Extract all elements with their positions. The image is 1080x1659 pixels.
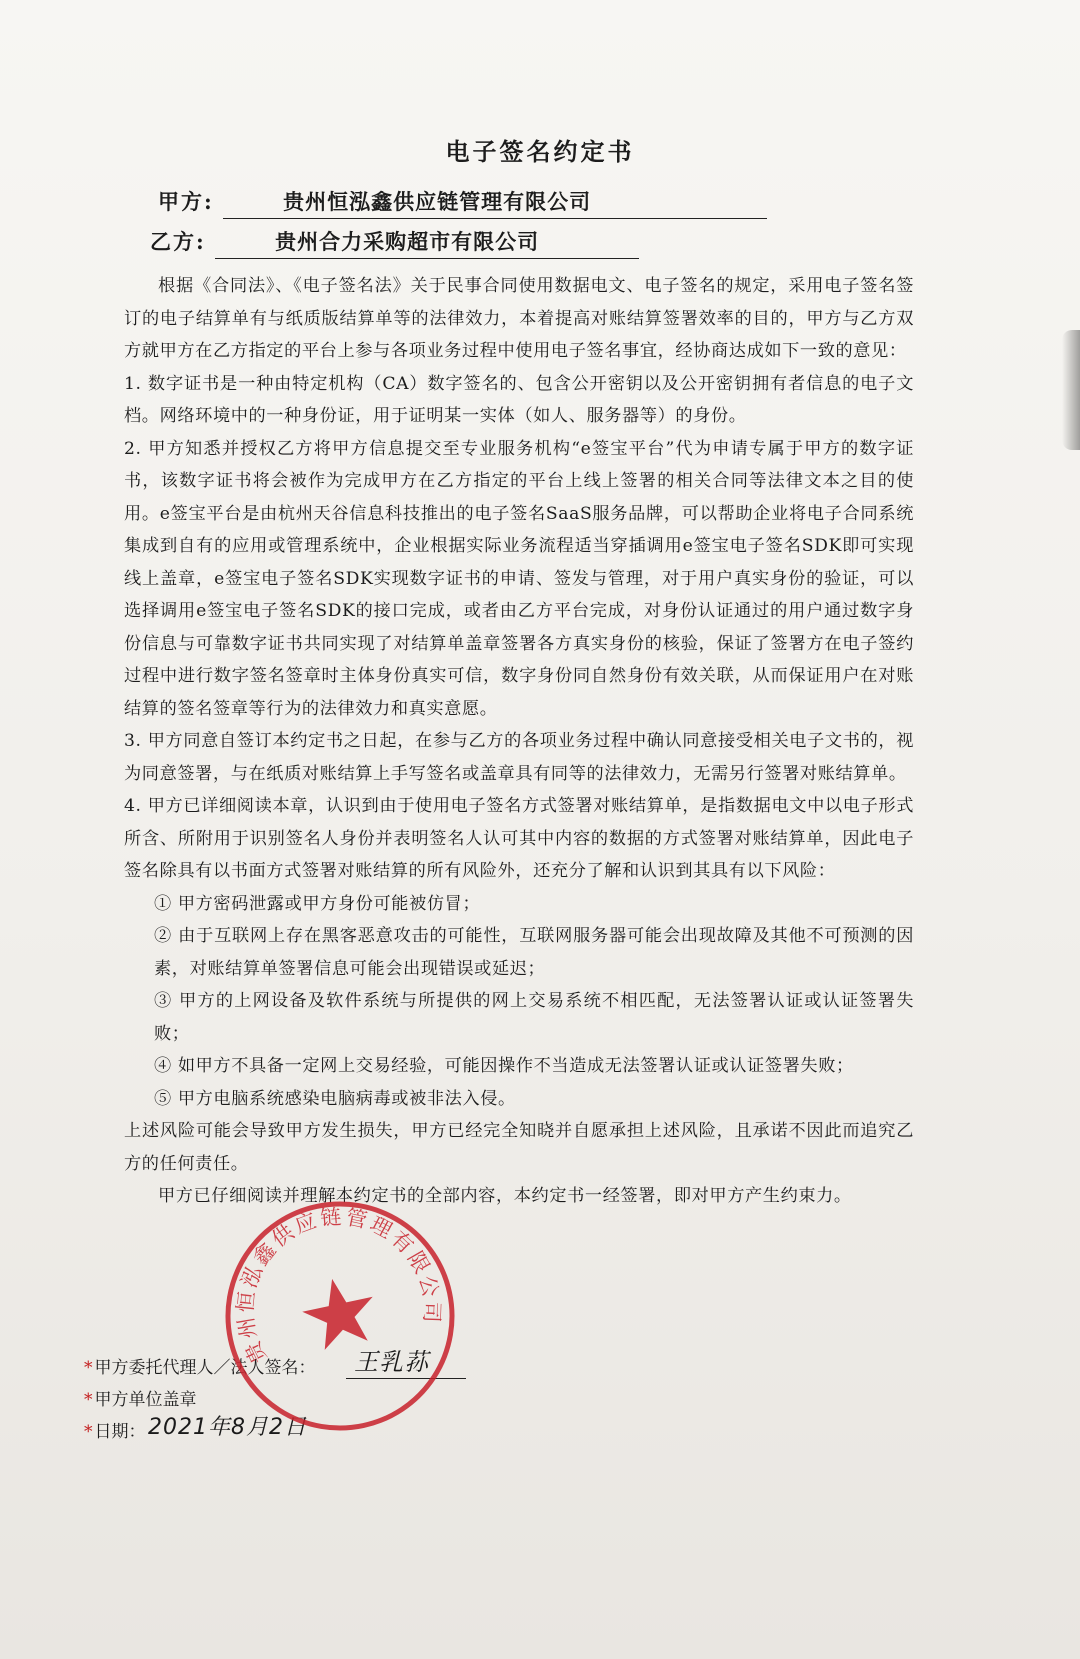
party-a-line bbox=[158, 186, 767, 219]
clause-2: 2. 甲方知悉并授权乙方将甲方信息提交至专业服务机构“e签宝平台”代为申请专属于甲方的数字证书，该数字证书将会被作为完成甲方在乙方指定的平台上线上签署的相关合同等法律文本之目的使用。e签宝平台是由杭州天谷信息科技推出的电子签名SaaS服务品牌，可以帮助企业将电子合同系统集成到自有的应用或管理系统中，企业根据实际业务流程适当穿插调用e签宝电子签名SDK即可实现线上盖章，e签宝电子签名SDK实现数字证书的申请、签发与管理，对于用户真实身份的验证，可以选择调用e签宝电子签名SDK的接口完成，或者由乙方平台完成，对身份认证通过的用户通过数字身份信息与可靠数字证书共同实现了对结算单盖章签署各方真实身份的核验，保证了签署方在电子签约过程中进行数字签名签章时主体身份真实可信，数字身份同自然身份有效关联，从而保证用户在对账结算的签名签章等行为的法律效力和真实意愿。 bbox=[124, 438, 914, 719]
clause-3: 3. 甲方同意自签订本约定书之日起，在参与乙方的各项业务过程中确认同意接受相关电子文书的，视为同意签署，与在纸质对账结算上手写签名或盖章具有同等的法律效力，无需另行签署对账结算单。 bbox=[124, 731, 914, 784]
risk-item-3: ③ 甲方的上网设备及软件系统与所提供的网上交易系统不相匹配，无法签署认证或认证签署失败； bbox=[154, 991, 914, 1044]
party-a-label: 甲方: bbox=[158, 189, 214, 214]
party-b-line bbox=[150, 226, 639, 259]
risk-summary: 上述风险可能会导致甲方发生损失，甲方已经完全知晓并自愿承担上述风险，且承诺不因此而追究乙方的任何责任。 bbox=[124, 1121, 914, 1174]
intro-paragraph: 根据《合同法》、《电子签名法》关于民事合同使用数据电文、电子签名的规定，采用电子签名签订的电子结算单有与纸质版结算单等的法律效力，本着提高对账结算签署效率的目的，甲方与乙方双方就甲方在乙方指定的平台上参与各项业务过程中使用电子签名事宜，经协商达成如下一致的意见： bbox=[124, 276, 914, 361]
party-b-name: 贵州合力采购超市有限公司 bbox=[215, 226, 639, 259]
seal-star-icon bbox=[297, 1271, 382, 1352]
required-asterisk: * bbox=[84, 1390, 93, 1410]
document-body bbox=[124, 270, 914, 1213]
risk-item-5: ⑤ 甲方电脑系统感染电脑病毒或被非法入侵。 bbox=[154, 1088, 516, 1109]
risk-item-4: ④ 如甲方不具备一定网上交易经验，可能因操作不当造成无法签署认证或认证签署失败； bbox=[154, 1056, 854, 1076]
agent-handwritten-signature: 王乳荪 bbox=[354, 1348, 429, 1376]
risk-item-1: ① 甲方密码泄露或甲方身份可能被仿冒； bbox=[154, 893, 481, 914]
party-a-name: 贵州恒泓鑫供应链管理有限公司 bbox=[223, 186, 767, 219]
party-b-label: 乙方: bbox=[150, 229, 206, 254]
clause-1: 1. 数字证书是一种由特定机构（CA）数字签名的、包含公开密钥以及公开密钥拥有者信息的电子文档。网络环境中的一种身份证，用于证明某一实体（如人、服务器等）的身份。 bbox=[124, 373, 914, 426]
closing-paragraph: 甲方已仔细阅读并理解本约定书的全部内容，本约定书一经签署，即对甲方产生约束力。 bbox=[158, 1186, 852, 1206]
page-edge-shadow bbox=[1062, 330, 1080, 450]
date-handwritten: 2021年8月2日 bbox=[148, 1415, 307, 1440]
date-label: 日期： bbox=[94, 1422, 146, 1442]
company-seal-stamp bbox=[198, 1174, 483, 1459]
required-asterisk: * bbox=[84, 1422, 93, 1442]
risk-item-2: ② 由于互联网上存在黑客恶意攻击的可能性，互联网服务器可能会出现故障及其他不可预测的因素，对账结算单签署信息可能会出现错误或延迟； bbox=[154, 926, 914, 979]
document-title: 电子签名约定书 bbox=[445, 137, 635, 166]
clause-4: 4. 甲方已详细阅读本章，认识到由于使用电子签名方式签署对账结算单，是指数据电文中以电子形式所含、所附用于识别签名人身份并表明签名人认可其中内容的数据的方式签署对账结算单，因此电子签名除具有以书面方式签署对账结算的所有风险外，还充分了解和认识到其具有以下风险： bbox=[124, 796, 914, 881]
required-asterisk: * bbox=[84, 1358, 93, 1378]
seal-label: 甲方单位盖章 bbox=[94, 1390, 197, 1410]
agent-signature-label: 甲方委托代理人／法人签名： bbox=[94, 1358, 316, 1378]
seal-text: 贵州恒泓鑫供应链管理有限公司 bbox=[233, 1204, 445, 1368]
